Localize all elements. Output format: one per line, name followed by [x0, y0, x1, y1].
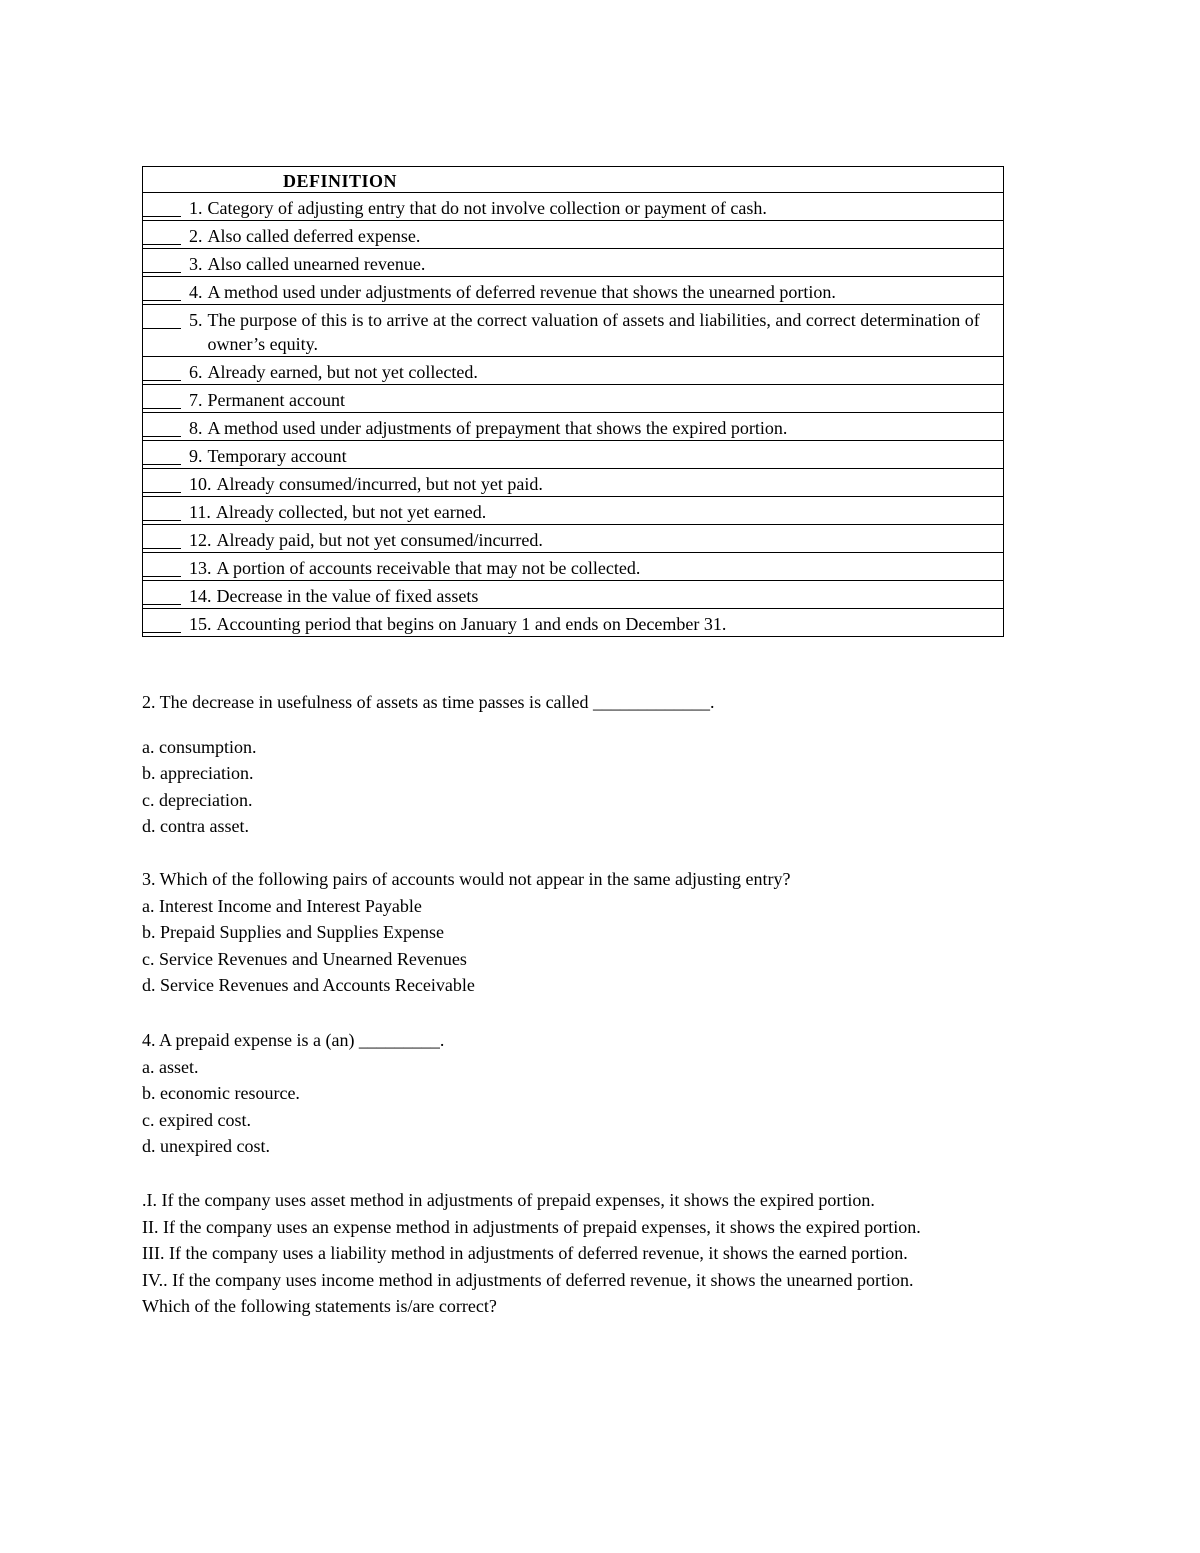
question-3-stem: 3. Which of the following pairs of accounts would not appear in the same adjusting entry?: [142, 869, 791, 889]
definition-row: [143, 385, 1003, 413]
definition-body: Temporary account: [207, 446, 347, 466]
question-3-option-c: c. Service Revenues and Unearned Revenues: [142, 948, 467, 969]
answer-blank[interactable]: [143, 196, 181, 217]
definition-row: [143, 193, 1003, 221]
definition-row: [143, 221, 1003, 249]
question-2-option-d: d. contra asset.: [142, 816, 249, 836]
definition-number: 13.: [189, 558, 212, 578]
definition-number: 4.: [189, 282, 203, 302]
definition-rows: [143, 193, 1003, 637]
definition-number: 1.: [189, 198, 203, 218]
definition-number: 3.: [189, 254, 203, 274]
question-2: [142, 689, 715, 840]
question-4: [142, 1027, 444, 1160]
definition-text: [189, 252, 995, 276]
definition-text: [189, 224, 995, 248]
definition-row: [143, 553, 1003, 581]
definition-body: Accounting period that begins on January 1 and ends on December 31.: [216, 614, 727, 634]
answer-blank[interactable]: [143, 280, 181, 301]
definition-row: [143, 249, 1003, 277]
answer-blank[interactable]: [143, 556, 181, 577]
question-5: [142, 1187, 1032, 1320]
definition-table: [142, 166, 1004, 637]
definition-body: Already paid, but not yet consumed/incurred.: [216, 530, 543, 550]
definition-body: Already earned, but not yet collected.: [207, 362, 478, 382]
answer-blank[interactable]: [143, 416, 181, 437]
definition-body: A method used under adjustments of prepayment that shows the expired portion.: [207, 418, 788, 438]
definition-row: [143, 497, 1003, 525]
definition-body: Already collected, but not yet earned.: [215, 502, 487, 522]
question-3-option-b: b. Prepaid Supplies and Supplies Expense: [142, 922, 444, 942]
answer-blank[interactable]: [143, 388, 181, 409]
question-5-prompt: Which of the following statements is/are correct?: [142, 1296, 497, 1316]
answer-blank[interactable]: [143, 584, 181, 605]
question-2-stem: 2. The decrease in usefulness of assets as time passes is called _____________.: [142, 692, 715, 712]
statement-1: .I. If the company uses asset method in adjustments of prepaid expenses, it shows the expired portion.: [142, 1190, 875, 1210]
answer-blank[interactable]: [143, 528, 181, 549]
definition-body: A method used under adjustments of deferred revenue that shows the unearned portion.: [207, 282, 836, 302]
answer-blank[interactable]: [143, 308, 181, 329]
definition-text: [189, 388, 995, 412]
definition-body: Category of adjusting entry that do not involve collection or payment of cash.: [207, 198, 767, 218]
answer-blank[interactable]: [143, 252, 181, 273]
definition-number: 2.: [189, 226, 203, 246]
definition-text: [189, 612, 995, 636]
definition-text: [189, 416, 995, 440]
question-4-option-c: c. expired cost.: [142, 1109, 251, 1130]
definition-number: 14.: [189, 586, 212, 606]
definition-number: 12.: [189, 530, 212, 550]
question-2-option-c: c. depreciation.: [142, 789, 253, 810]
definition-text: [189, 280, 995, 304]
definition-body: Permanent account: [207, 390, 345, 410]
definition-text: [189, 528, 995, 552]
definition-body: Also called deferred expense.: [207, 226, 421, 246]
statement-4: IV.. If the company uses income method in adjustments of deferred revenue, it shows the unearned portion.: [142, 1269, 914, 1290]
definition-number: 5.: [189, 310, 203, 330]
definition-text: [189, 584, 995, 608]
definition-text: [189, 196, 995, 220]
definition-number: 11.: [189, 502, 211, 522]
definition-text: [189, 308, 995, 356]
definition-table-header: [143, 167, 1003, 193]
question-2-option-b: b. appreciation.: [142, 763, 254, 783]
question-3: [142, 866, 791, 999]
definition-number: 7.: [189, 390, 203, 410]
definition-row: [143, 305, 1003, 357]
definition-text: [189, 556, 995, 580]
definition-number: 15.: [189, 614, 212, 634]
definition-row: [143, 581, 1003, 609]
answer-blank[interactable]: [143, 612, 181, 633]
question-4-option-b: b. economic resource.: [142, 1083, 300, 1103]
statement-2: II. If the company uses an expense method in adjustments of prepaid expenses, it shows the expired portion.: [142, 1216, 921, 1237]
definition-number: 8.: [189, 418, 203, 438]
definition-number: 10.: [189, 474, 212, 494]
definition-body: A portion of accounts receivable that may not be collected.: [216, 558, 641, 578]
question-2-options: [142, 734, 715, 840]
definition-row: [143, 469, 1003, 497]
question-4-stem: 4. A prepaid expense is a (an) _________.: [142, 1030, 445, 1050]
answer-blank[interactable]: [143, 500, 181, 521]
question-2-option-a: a. consumption.: [142, 736, 257, 757]
definition-text: [189, 500, 995, 524]
answer-blank[interactable]: [143, 224, 181, 245]
answer-blank[interactable]: [143, 472, 181, 493]
definition-body: Also called unearned revenue.: [207, 254, 426, 274]
definition-body: The purpose of this is to arrive at the correct valuation of assets and liabilities, and correct determination of owner’s equity.: [207, 310, 980, 354]
definition-row: [143, 413, 1003, 441]
definition-row: [143, 277, 1003, 305]
definition-body: Decrease in the value of fixed assets: [216, 586, 479, 606]
definition-row: [143, 525, 1003, 553]
definition-body: Already consumed/incurred, but not yet paid.: [216, 474, 543, 494]
definition-header-label: DEFINITION: [283, 171, 398, 191]
definition-row: [143, 609, 1003, 637]
question-3-option-d: d. Service Revenues and Accounts Receivable: [142, 975, 475, 995]
statement-3: III. If the company uses a liability method in adjustments of deferred revenue, it shows the earned portion.: [142, 1243, 908, 1263]
question-3-option-a: a. Interest Income and Interest Payable: [142, 895, 422, 916]
definition-number: 6.: [189, 362, 203, 382]
definition-row: [143, 357, 1003, 385]
definition-text: [189, 444, 995, 468]
question-4-option-a: a. asset.: [142, 1056, 199, 1077]
definition-text: [189, 360, 995, 384]
definition-row: [143, 441, 1003, 469]
answer-blank[interactable]: [143, 444, 181, 465]
question-4-option-d: d. unexpired cost.: [142, 1136, 270, 1156]
definition-number: 9.: [189, 446, 203, 466]
answer-blank[interactable]: [143, 360, 181, 381]
definition-text: [189, 472, 995, 496]
